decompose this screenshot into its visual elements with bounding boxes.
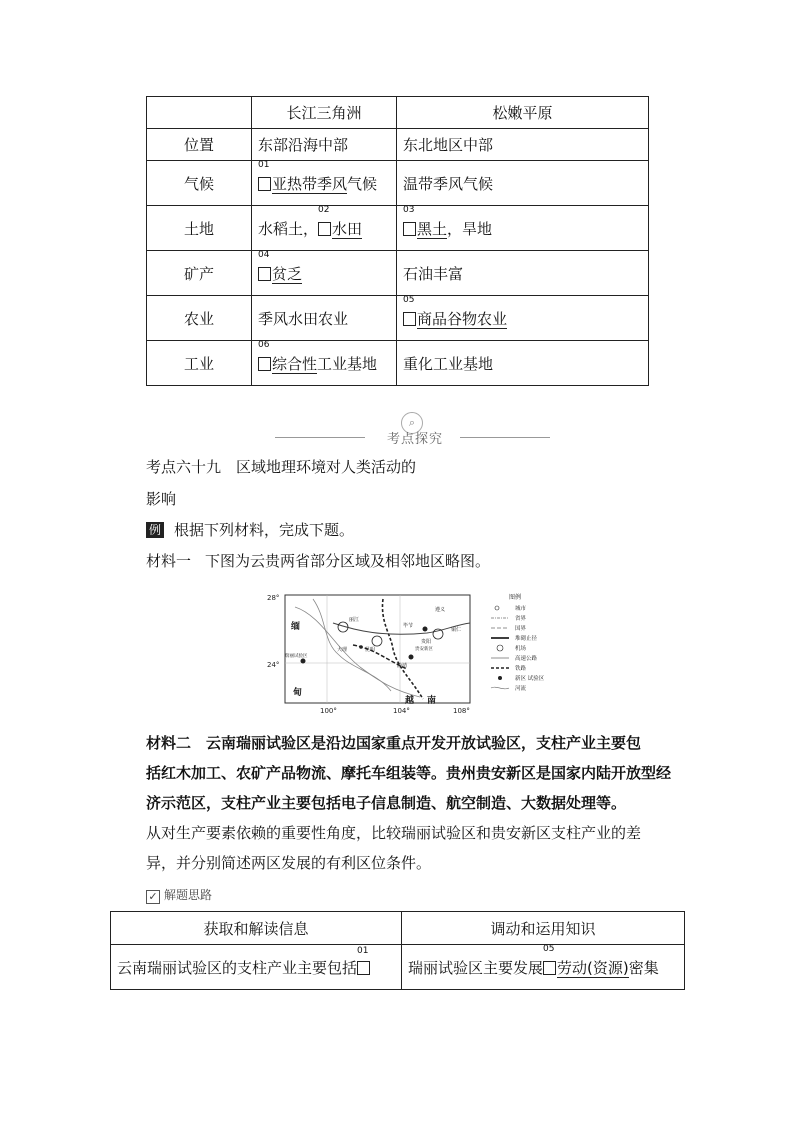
blank-box-icon bbox=[258, 357, 271, 371]
legend-item: 堆砌止径 bbox=[515, 636, 538, 642]
city-icon bbox=[495, 606, 499, 610]
region-map bbox=[265, 587, 565, 717]
blank-number: 05 bbox=[403, 294, 415, 305]
section-title: 考点探究 bbox=[386, 432, 443, 447]
legend-item: 省界 bbox=[515, 616, 527, 622]
header-songnen: 松嫩平原 bbox=[397, 97, 649, 129]
material2-line1: 材料二 云南瑞丽试验区是沿边国家重点开发开放试验区，支柱产业主要包 bbox=[146, 734, 642, 752]
material2-line3: 济示范区，支柱产业主要包括电子信息制造、航空制造、大数据处理等。 bbox=[146, 794, 627, 812]
question-line2: 异，并分别简述两区发展的有利区位条件。 bbox=[146, 854, 432, 872]
cell-b: 石油丰富 bbox=[397, 251, 649, 296]
blank-box-icon bbox=[543, 961, 556, 975]
cell-a bbox=[252, 161, 397, 206]
blank-box-icon bbox=[357, 961, 370, 975]
table-row bbox=[147, 161, 649, 206]
question-line1: 从对生产要素依赖的重要性角度，比较瑞丽试验区和贵安新区支柱产业的差 bbox=[146, 824, 642, 842]
place-label: 大理 bbox=[337, 647, 348, 653]
cell-b: 重化工业基地 bbox=[397, 341, 649, 386]
divider-line-left bbox=[275, 437, 365, 438]
cell-a: 东部沿海中部 bbox=[252, 129, 397, 161]
row-key: 位置 bbox=[147, 129, 252, 161]
row-key: 工业 bbox=[147, 341, 252, 386]
place-label: 贵安新区 bbox=[415, 647, 433, 652]
blank-answer: 亚热带季风 bbox=[272, 174, 348, 193]
place-label: 遵义 bbox=[435, 607, 446, 613]
highway bbox=[333, 623, 470, 634]
material1-line bbox=[146, 550, 684, 572]
cell-b bbox=[397, 206, 649, 251]
kaodian-title-line1: 考点六十九 区域地理环境对人类活动的 bbox=[146, 458, 417, 476]
cell-a bbox=[252, 251, 397, 296]
row-key: 气候 bbox=[147, 161, 252, 206]
thinking-table bbox=[110, 911, 685, 990]
blank-answer: 综合性 bbox=[272, 354, 318, 373]
material2-line2: 括红木加工、农矿产品物流、摩托车组装等。贵州贵安新区是国家内陆开放型经 bbox=[146, 764, 672, 782]
blank-box-icon bbox=[258, 177, 271, 191]
blank-number: 03 bbox=[403, 204, 415, 215]
lon-label: 108° bbox=[453, 707, 470, 715]
city-dot bbox=[409, 655, 414, 660]
header-empty bbox=[147, 97, 252, 129]
row-key: 矿产 bbox=[147, 251, 252, 296]
thinking-label: ✓ 解题思路 bbox=[146, 886, 212, 904]
fill-blank bbox=[543, 943, 629, 978]
fill-blank bbox=[318, 204, 363, 239]
country-label: 甸 bbox=[293, 688, 303, 698]
table-row bbox=[147, 296, 649, 341]
fill-blank bbox=[258, 249, 303, 284]
kaodian-title-line2: 影响 bbox=[146, 490, 177, 508]
header-knowledge: 调动和运用知识 bbox=[402, 912, 685, 945]
table-header-row bbox=[111, 912, 685, 945]
material1-text: 下图为云贵两省部分区域及相邻地区略图。 bbox=[205, 552, 491, 570]
place-label: 昆明 bbox=[365, 647, 376, 653]
blank-number: 01 bbox=[357, 945, 369, 956]
fill-blank bbox=[357, 945, 371, 977]
blank-number: 01 bbox=[258, 159, 270, 170]
comparison-table bbox=[146, 96, 649, 386]
fill-blank bbox=[258, 159, 348, 194]
magnifier-icon: ⌕ bbox=[401, 412, 423, 434]
blank-answer: 黑土 bbox=[417, 219, 448, 238]
cell-a: 季风水田农业 bbox=[252, 296, 397, 341]
new-zone-dot bbox=[423, 627, 428, 632]
blank-box-icon bbox=[403, 222, 416, 236]
cell-prefix: 水稻土， bbox=[258, 219, 319, 238]
header-yangtze: 长江三角洲 bbox=[252, 97, 397, 129]
place-label: 瑞丽试验区 bbox=[285, 654, 308, 659]
fill-blank bbox=[403, 204, 448, 239]
example-line bbox=[146, 519, 684, 541]
blank-number: 06 bbox=[258, 339, 270, 350]
lat-label: 28° bbox=[267, 594, 280, 602]
legend-title: 图例 bbox=[509, 594, 522, 601]
cell-suffix: 气候 bbox=[347, 174, 378, 193]
place-label: 毕节 bbox=[403, 623, 414, 629]
checkbox-icon: ✓ bbox=[146, 890, 160, 904]
legend-item: 高速公路 bbox=[515, 656, 538, 662]
blank-answer: 商品谷物农业 bbox=[417, 309, 508, 328]
city-dot bbox=[359, 645, 363, 649]
cell-a bbox=[252, 206, 397, 251]
airport-icon bbox=[497, 645, 503, 651]
header-info: 获取和解读信息 bbox=[111, 912, 402, 945]
legend-item: 新区 试验区 bbox=[515, 676, 545, 682]
blank-answer: 水田 bbox=[332, 219, 363, 238]
cell-suffix: 工业基地 bbox=[317, 354, 378, 373]
cell-a bbox=[252, 341, 397, 386]
place-label: 丽江 bbox=[349, 617, 360, 623]
row-key: 土地 bbox=[147, 206, 252, 251]
place-label: 贵阳 bbox=[421, 639, 432, 645]
airport-icon bbox=[372, 636, 382, 646]
cell-b: 瑞丽试验区主要发展 05 劳动(资源)密集 bbox=[402, 945, 685, 990]
cell-suffix: ，旱地 bbox=[447, 219, 493, 238]
country-label: 缅 bbox=[291, 622, 301, 632]
cell-a: 云南瑞丽试验区的支柱产业主要包括 01 bbox=[111, 945, 402, 990]
lon-label: 100° bbox=[320, 707, 337, 715]
material1-label: 材料一 bbox=[146, 552, 192, 570]
cell-b: 温带季风气候 bbox=[397, 161, 649, 206]
place-label: 铜仁 bbox=[451, 627, 462, 633]
blank-number: 04 bbox=[258, 249, 270, 260]
legend-item: 河流 bbox=[515, 686, 527, 692]
table-row bbox=[147, 251, 649, 296]
country-label: 南 bbox=[427, 696, 437, 706]
blank-answer: 贫乏 bbox=[272, 264, 303, 283]
blank-number: 05 bbox=[543, 943, 555, 954]
fill-blank bbox=[403, 294, 508, 329]
table-header-row bbox=[147, 97, 649, 129]
country-label: 越 bbox=[405, 696, 415, 706]
example-text: 根据下列材料，完成下题。 bbox=[174, 521, 355, 539]
legend-item: 机场 bbox=[515, 646, 527, 652]
blank-box-icon bbox=[258, 267, 271, 281]
blank-box-icon bbox=[403, 312, 416, 326]
example-badge: 例 bbox=[146, 522, 164, 538]
cell-b bbox=[397, 296, 649, 341]
new-zone-icon bbox=[498, 676, 502, 680]
lat-label: 24° bbox=[267, 661, 280, 669]
table-row bbox=[147, 129, 649, 161]
trial-zone-dot bbox=[301, 659, 306, 664]
divider-line-right bbox=[460, 437, 550, 438]
place-label: 曲靖 bbox=[397, 663, 408, 669]
blank-number: 02 bbox=[318, 204, 330, 215]
fill-blank bbox=[258, 339, 318, 374]
table-row bbox=[147, 206, 649, 251]
table-row bbox=[111, 945, 685, 990]
table-row bbox=[147, 341, 649, 386]
legend-item: 国界 bbox=[515, 626, 527, 632]
legend-item: 铁路 bbox=[515, 666, 527, 672]
blank-answer: 劳动(资源) bbox=[557, 958, 629, 977]
section-divider bbox=[275, 416, 550, 450]
legend-item: 城市 bbox=[515, 606, 527, 612]
legend-swatch bbox=[491, 687, 509, 689]
cell-b: 东北地区中部 bbox=[397, 129, 649, 161]
row-key: 农业 bbox=[147, 296, 252, 341]
lon-label: 104° bbox=[393, 707, 410, 715]
blank-box-icon bbox=[318, 222, 331, 236]
